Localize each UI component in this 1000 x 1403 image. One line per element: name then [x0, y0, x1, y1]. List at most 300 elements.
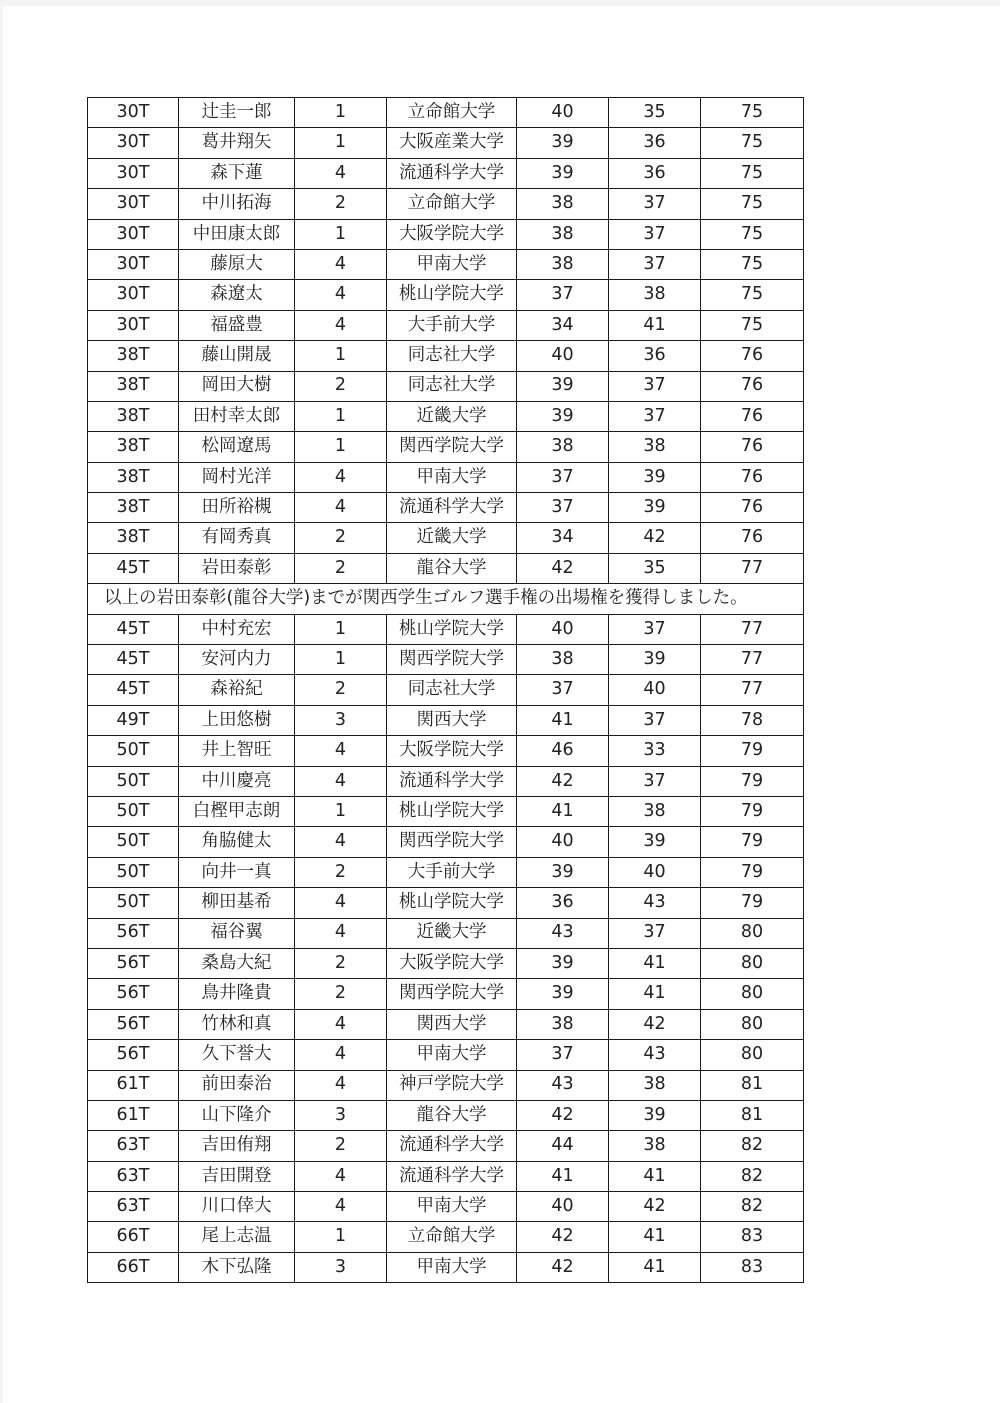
university-cell: 甲南大学 — [387, 1040, 517, 1070]
table-row — [88, 645, 804, 675]
rank-cell: 50T — [88, 796, 179, 826]
university-cell: 関西大学 — [387, 705, 517, 735]
player-name-cell: 山下隆介 — [179, 1100, 295, 1130]
university-cell: 同志社大学 — [387, 675, 517, 705]
out-score-cell: 39 — [517, 128, 609, 158]
rank-cell: 30T — [88, 98, 179, 128]
table-row — [88, 128, 804, 158]
in-score-cell: 40 — [609, 857, 701, 887]
out-score-cell: 37 — [517, 675, 609, 705]
university-cell: 流通科学大学 — [387, 1131, 517, 1161]
university-cell: 関西学院大学 — [387, 979, 517, 1009]
out-score-cell: 38 — [517, 249, 609, 279]
table-row — [88, 341, 804, 371]
rank-cell: 49T — [88, 705, 179, 735]
university-cell: 立命館大学 — [387, 189, 517, 219]
total-score-cell: 82 — [701, 1161, 804, 1191]
university-cell: 甲南大学 — [387, 249, 517, 279]
total-score-cell: 79 — [701, 857, 804, 887]
rank-cell: 56T — [88, 979, 179, 1009]
rank-cell: 38T — [88, 401, 179, 431]
in-score-cell: 41 — [609, 948, 701, 978]
in-score-cell: 41 — [609, 1222, 701, 1252]
table-row — [88, 766, 804, 796]
player-name-cell: 川口倖大 — [179, 1192, 295, 1222]
in-score-cell: 35 — [609, 98, 701, 128]
rank-cell: 45T — [88, 645, 179, 675]
grade-cell: 1 — [295, 341, 387, 371]
rank-cell: 56T — [88, 918, 179, 948]
out-score-cell: 40 — [517, 614, 609, 644]
total-score-cell: 80 — [701, 1040, 804, 1070]
university-cell: 大阪学院大学 — [387, 219, 517, 249]
player-name-cell: 森下蓮 — [179, 158, 295, 188]
in-score-cell: 36 — [609, 158, 701, 188]
out-score-cell: 34 — [517, 523, 609, 553]
total-score-cell: 79 — [701, 766, 804, 796]
total-score-cell: 75 — [701, 158, 804, 188]
player-name-cell: 白樫甲志朗 — [179, 796, 295, 826]
total-score-cell: 80 — [701, 979, 804, 1009]
table-row — [88, 219, 804, 249]
rank-cell: 38T — [88, 493, 179, 523]
table-row — [88, 249, 804, 279]
university-cell: 大手前大学 — [387, 857, 517, 887]
total-score-cell: 80 — [701, 918, 804, 948]
player-name-cell: 桑島大紀 — [179, 948, 295, 978]
player-name-cell: 田所裕槻 — [179, 493, 295, 523]
player-name-cell: 福谷翼 — [179, 918, 295, 948]
rank-cell: 30T — [88, 280, 179, 310]
table-row — [88, 98, 804, 128]
university-cell: 神戸学院大学 — [387, 1070, 517, 1100]
out-score-cell: 42 — [517, 1252, 609, 1282]
in-score-cell: 39 — [609, 827, 701, 857]
table-row — [88, 918, 804, 948]
player-name-cell: 森裕紀 — [179, 675, 295, 705]
table-row — [88, 553, 804, 583]
university-cell: 関西学院大学 — [387, 645, 517, 675]
player-name-cell: 藤原大 — [179, 249, 295, 279]
grade-cell: 1 — [295, 98, 387, 128]
out-score-cell: 41 — [517, 1161, 609, 1191]
total-score-cell: 80 — [701, 948, 804, 978]
player-name-cell: 吉田侑翔 — [179, 1131, 295, 1161]
total-score-cell: 76 — [701, 493, 804, 523]
player-name-cell: 柳田基希 — [179, 888, 295, 918]
university-cell: 近畿大学 — [387, 401, 517, 431]
table-row — [88, 796, 804, 826]
table-row — [88, 979, 804, 1009]
grade-cell: 4 — [295, 1070, 387, 1100]
in-score-cell: 39 — [609, 645, 701, 675]
rank-cell: 30T — [88, 189, 179, 219]
in-score-cell: 37 — [609, 219, 701, 249]
university-cell: 立命館大学 — [387, 1222, 517, 1252]
in-score-cell: 35 — [609, 553, 701, 583]
player-name-cell: 松岡遼馬 — [179, 432, 295, 462]
table-row — [88, 1070, 804, 1100]
university-cell: 同志社大学 — [387, 341, 517, 371]
table-row — [88, 705, 804, 735]
in-score-cell: 39 — [609, 493, 701, 523]
in-score-cell: 36 — [609, 341, 701, 371]
rank-cell: 30T — [88, 219, 179, 249]
grade-cell: 4 — [295, 280, 387, 310]
grade-cell: 2 — [295, 553, 387, 583]
results-table — [87, 97, 804, 1283]
player-name-cell: 中村充宏 — [179, 614, 295, 644]
grade-cell: 3 — [295, 1100, 387, 1130]
player-name-cell: 井上智旺 — [179, 736, 295, 766]
grade-cell: 2 — [295, 523, 387, 553]
rank-cell: 38T — [88, 462, 179, 492]
table-row — [88, 675, 804, 705]
table-row — [88, 493, 804, 523]
in-score-cell: 41 — [609, 1161, 701, 1191]
in-score-cell: 38 — [609, 1131, 701, 1161]
total-score-cell: 75 — [701, 249, 804, 279]
total-score-cell: 79 — [701, 796, 804, 826]
out-score-cell: 42 — [517, 766, 609, 796]
university-cell: 大阪学院大学 — [387, 948, 517, 978]
grade-cell: 4 — [295, 888, 387, 918]
in-score-cell: 38 — [609, 1070, 701, 1100]
total-score-cell: 77 — [701, 614, 804, 644]
grade-cell: 2 — [295, 857, 387, 887]
in-score-cell: 43 — [609, 888, 701, 918]
in-score-cell: 41 — [609, 979, 701, 1009]
qualification-note: 以上の岩田泰彰(龍谷大学)までが関西学生ゴルフ選手権の出場権を獲得しました。 — [88, 584, 804, 614]
total-score-cell: 75 — [701, 280, 804, 310]
table-row — [88, 1009, 804, 1039]
player-name-cell: 有岡秀真 — [179, 523, 295, 553]
total-score-cell: 76 — [701, 371, 804, 401]
rank-cell: 38T — [88, 341, 179, 371]
rank-cell: 45T — [88, 614, 179, 644]
out-score-cell: 38 — [517, 432, 609, 462]
university-cell: 近畿大学 — [387, 918, 517, 948]
table-row — [88, 1131, 804, 1161]
university-cell: 桃山学院大学 — [387, 614, 517, 644]
rank-cell: 38T — [88, 432, 179, 462]
out-score-cell: 43 — [517, 1070, 609, 1100]
grade-cell: 4 — [295, 827, 387, 857]
university-cell: 立命館大学 — [387, 98, 517, 128]
player-name-cell: 田村幸太郎 — [179, 401, 295, 431]
document-page — [3, 6, 1000, 1403]
out-score-cell: 39 — [517, 158, 609, 188]
grade-cell: 4 — [295, 249, 387, 279]
total-score-cell: 83 — [701, 1252, 804, 1282]
out-score-cell: 40 — [517, 98, 609, 128]
results-table-body — [88, 98, 804, 1283]
rank-cell: 30T — [88, 158, 179, 188]
table-row — [88, 1252, 804, 1282]
rank-cell: 50T — [88, 857, 179, 887]
player-name-cell: 上田悠樹 — [179, 705, 295, 735]
total-score-cell: 77 — [701, 553, 804, 583]
table-row — [88, 736, 804, 766]
in-score-cell: 33 — [609, 736, 701, 766]
grade-cell: 4 — [295, 736, 387, 766]
out-score-cell: 42 — [517, 1100, 609, 1130]
university-cell: 桃山学院大学 — [387, 796, 517, 826]
table-row — [88, 462, 804, 492]
player-name-cell: 吉田開登 — [179, 1161, 295, 1191]
grade-cell: 2 — [295, 675, 387, 705]
total-score-cell: 77 — [701, 675, 804, 705]
player-name-cell: 鳥井隆貴 — [179, 979, 295, 1009]
grade-cell: 4 — [295, 918, 387, 948]
table-row — [88, 158, 804, 188]
out-score-cell: 40 — [517, 827, 609, 857]
in-score-cell: 37 — [609, 614, 701, 644]
out-score-cell: 42 — [517, 553, 609, 583]
table-row — [88, 371, 804, 401]
rank-cell: 50T — [88, 736, 179, 766]
rank-cell: 61T — [88, 1070, 179, 1100]
rank-cell: 50T — [88, 888, 179, 918]
grade-cell: 1 — [295, 645, 387, 675]
rank-cell: 66T — [88, 1222, 179, 1252]
university-cell: 甲南大学 — [387, 1192, 517, 1222]
university-cell: 流通科学大学 — [387, 766, 517, 796]
in-score-cell: 40 — [609, 675, 701, 705]
table-row — [88, 432, 804, 462]
total-score-cell: 76 — [701, 401, 804, 431]
player-name-cell: 岡村光洋 — [179, 462, 295, 492]
rank-cell: 30T — [88, 310, 179, 340]
player-name-cell: 藤山開晟 — [179, 341, 295, 371]
out-score-cell: 40 — [517, 341, 609, 371]
university-cell: 流通科学大学 — [387, 493, 517, 523]
in-score-cell: 37 — [609, 766, 701, 796]
table-row — [88, 189, 804, 219]
grade-cell: 3 — [295, 1252, 387, 1282]
grade-cell: 1 — [295, 796, 387, 826]
university-cell: 同志社大学 — [387, 371, 517, 401]
university-cell: 桃山学院大学 — [387, 280, 517, 310]
out-score-cell: 39 — [517, 948, 609, 978]
grade-cell: 4 — [295, 1009, 387, 1039]
grade-cell: 4 — [295, 158, 387, 188]
player-name-cell: 竹林和真 — [179, 1009, 295, 1039]
rank-cell: 50T — [88, 766, 179, 796]
total-score-cell: 75 — [701, 98, 804, 128]
out-score-cell: 39 — [517, 979, 609, 1009]
table-row — [88, 614, 804, 644]
rank-cell: 50T — [88, 827, 179, 857]
in-score-cell: 37 — [609, 189, 701, 219]
out-score-cell: 37 — [517, 462, 609, 492]
player-name-cell: 葛井翔矢 — [179, 128, 295, 158]
total-score-cell: 83 — [701, 1222, 804, 1252]
table-row — [88, 310, 804, 340]
grade-cell: 2 — [295, 979, 387, 1009]
grade-cell: 2 — [295, 1131, 387, 1161]
player-name-cell: 安河内力 — [179, 645, 295, 675]
in-score-cell: 39 — [609, 1100, 701, 1130]
university-cell: 関西学院大学 — [387, 827, 517, 857]
university-cell: 大阪産業大学 — [387, 128, 517, 158]
grade-cell: 4 — [295, 310, 387, 340]
rank-cell: 63T — [88, 1192, 179, 1222]
total-score-cell: 79 — [701, 888, 804, 918]
table-row — [88, 948, 804, 978]
grade-cell: 1 — [295, 219, 387, 249]
total-score-cell: 78 — [701, 705, 804, 735]
total-score-cell: 75 — [701, 128, 804, 158]
in-score-cell: 37 — [609, 371, 701, 401]
university-cell: 龍谷大学 — [387, 553, 517, 583]
player-name-cell: 木下弘隆 — [179, 1252, 295, 1282]
qualification-note-row — [88, 584, 804, 614]
table-row — [88, 1040, 804, 1070]
out-score-cell: 38 — [517, 219, 609, 249]
total-score-cell: 77 — [701, 645, 804, 675]
in-score-cell: 38 — [609, 796, 701, 826]
grade-cell: 2 — [295, 948, 387, 978]
in-score-cell: 42 — [609, 1009, 701, 1039]
player-name-cell: 中川慶亮 — [179, 766, 295, 796]
total-score-cell: 76 — [701, 523, 804, 553]
rank-cell: 30T — [88, 249, 179, 279]
in-score-cell: 38 — [609, 432, 701, 462]
player-name-cell: 尾上志温 — [179, 1222, 295, 1252]
out-score-cell: 43 — [517, 918, 609, 948]
total-score-cell: 81 — [701, 1070, 804, 1100]
player-name-cell: 辻圭一郎 — [179, 98, 295, 128]
table-row — [88, 1192, 804, 1222]
out-score-cell: 37 — [517, 280, 609, 310]
rank-cell: 66T — [88, 1252, 179, 1282]
grade-cell: 4 — [295, 493, 387, 523]
grade-cell: 1 — [295, 128, 387, 158]
table-row — [88, 1161, 804, 1191]
out-score-cell: 38 — [517, 1009, 609, 1039]
table-row — [88, 857, 804, 887]
player-name-cell: 前田泰治 — [179, 1070, 295, 1100]
university-cell: 関西学院大学 — [387, 432, 517, 462]
out-score-cell: 40 — [517, 1192, 609, 1222]
table-row — [88, 280, 804, 310]
player-name-cell: 岩田泰彰 — [179, 553, 295, 583]
grade-cell: 1 — [295, 614, 387, 644]
table-row — [88, 827, 804, 857]
in-score-cell: 43 — [609, 1040, 701, 1070]
total-score-cell: 76 — [701, 432, 804, 462]
table-row — [88, 523, 804, 553]
rank-cell: 56T — [88, 1009, 179, 1039]
grade-cell: 1 — [295, 1222, 387, 1252]
total-score-cell: 81 — [701, 1100, 804, 1130]
rank-cell: 30T — [88, 128, 179, 158]
university-cell: 龍谷大学 — [387, 1100, 517, 1130]
out-score-cell: 37 — [517, 493, 609, 523]
university-cell: 関西大学 — [387, 1009, 517, 1039]
university-cell: 大手前大学 — [387, 310, 517, 340]
grade-cell: 3 — [295, 705, 387, 735]
university-cell: 近畿大学 — [387, 523, 517, 553]
out-score-cell: 42 — [517, 1222, 609, 1252]
table-row — [88, 888, 804, 918]
university-cell: 大阪学院大学 — [387, 736, 517, 766]
in-score-cell: 39 — [609, 462, 701, 492]
player-name-cell: 福盛豊 — [179, 310, 295, 340]
university-cell: 甲南大学 — [387, 462, 517, 492]
grade-cell: 1 — [295, 432, 387, 462]
out-score-cell: 41 — [517, 705, 609, 735]
table-row — [88, 1222, 804, 1252]
rank-cell: 63T — [88, 1161, 179, 1191]
grade-cell: 2 — [295, 371, 387, 401]
in-score-cell: 36 — [609, 128, 701, 158]
out-score-cell: 41 — [517, 796, 609, 826]
in-score-cell: 37 — [609, 249, 701, 279]
in-score-cell: 42 — [609, 523, 701, 553]
in-score-cell: 41 — [609, 1252, 701, 1282]
out-score-cell: 39 — [517, 401, 609, 431]
in-score-cell: 42 — [609, 1192, 701, 1222]
university-cell: 桃山学院大学 — [387, 888, 517, 918]
rank-cell: 56T — [88, 1040, 179, 1070]
out-score-cell: 44 — [517, 1131, 609, 1161]
university-cell: 流通科学大学 — [387, 1161, 517, 1191]
total-score-cell: 75 — [701, 310, 804, 340]
total-score-cell: 82 — [701, 1192, 804, 1222]
out-score-cell: 36 — [517, 888, 609, 918]
rank-cell: 56T — [88, 948, 179, 978]
out-score-cell: 37 — [517, 1040, 609, 1070]
total-score-cell: 82 — [701, 1131, 804, 1161]
table-row — [88, 401, 804, 431]
rank-cell: 61T — [88, 1100, 179, 1130]
out-score-cell: 39 — [517, 857, 609, 887]
out-score-cell: 39 — [517, 371, 609, 401]
in-score-cell: 41 — [609, 310, 701, 340]
player-name-cell: 中川拓海 — [179, 189, 295, 219]
total-score-cell: 79 — [701, 736, 804, 766]
table-row — [88, 1100, 804, 1130]
player-name-cell: 中田康太郎 — [179, 219, 295, 249]
grade-cell: 2 — [295, 189, 387, 219]
player-name-cell: 向井一真 — [179, 857, 295, 887]
in-score-cell: 37 — [609, 705, 701, 735]
rank-cell: 38T — [88, 371, 179, 401]
total-score-cell: 76 — [701, 462, 804, 492]
total-score-cell: 76 — [701, 341, 804, 371]
university-cell: 甲南大学 — [387, 1252, 517, 1282]
grade-cell: 4 — [295, 1161, 387, 1191]
in-score-cell: 37 — [609, 918, 701, 948]
out-score-cell: 38 — [517, 645, 609, 675]
total-score-cell: 75 — [701, 189, 804, 219]
player-name-cell: 角脇健太 — [179, 827, 295, 857]
player-name-cell: 久下誉大 — [179, 1040, 295, 1070]
grade-cell: 4 — [295, 766, 387, 796]
total-score-cell: 79 — [701, 827, 804, 857]
grade-cell: 4 — [295, 1040, 387, 1070]
in-score-cell: 38 — [609, 280, 701, 310]
out-score-cell: 38 — [517, 189, 609, 219]
out-score-cell: 46 — [517, 736, 609, 766]
total-score-cell: 80 — [701, 1009, 804, 1039]
out-score-cell: 34 — [517, 310, 609, 340]
grade-cell: 4 — [295, 462, 387, 492]
rank-cell: 45T — [88, 675, 179, 705]
rank-cell: 63T — [88, 1131, 179, 1161]
